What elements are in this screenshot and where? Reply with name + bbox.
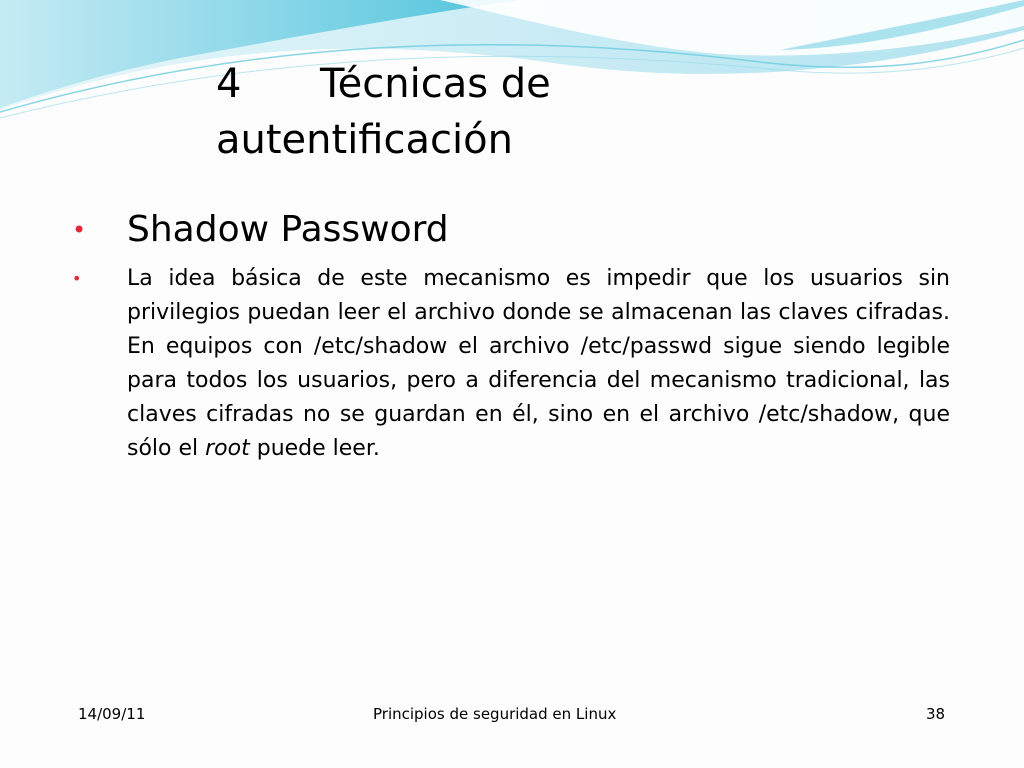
bullet-item-shadow-password: [72, 204, 950, 256]
title-line-2: autentificación: [216, 117, 513, 163]
bullet-list: [72, 204, 950, 466]
bullet-text-main: La idea básica de este mecanismo es impedir que los usuarios sin privilegios puedan leer el archivo donde se almacenan las claves cifradas. En equipos con /etc/shadow el archivo /etc/passwd sigue siendo legible para todos los usuarios, pero a diferencia del mecanismo tradicional, las claves cifradas no se guardan en él, sino en el archivo /etc/shadow, que sólo el: [127, 266, 950, 461]
title-line-1: Técnicas de: [320, 61, 551, 107]
bullet-text: [127, 266, 950, 461]
footer-presentation-title: Principios de seguridad en Linux: [373, 705, 617, 723]
slide-title: [216, 56, 676, 168]
bullet-text-end: puede leer.: [249, 436, 380, 461]
bullet-marker: •: [72, 216, 87, 244]
bullet-text-emphasis: root: [205, 436, 250, 461]
bullet-marker: •: [72, 269, 82, 288]
bullet-item-description: [72, 262, 950, 466]
footer-date: 14/09/11: [78, 705, 146, 723]
footer-page-number: 38: [926, 705, 946, 723]
bullet-text: Shadow Password: [127, 209, 449, 250]
title-number: 4: [216, 61, 242, 107]
